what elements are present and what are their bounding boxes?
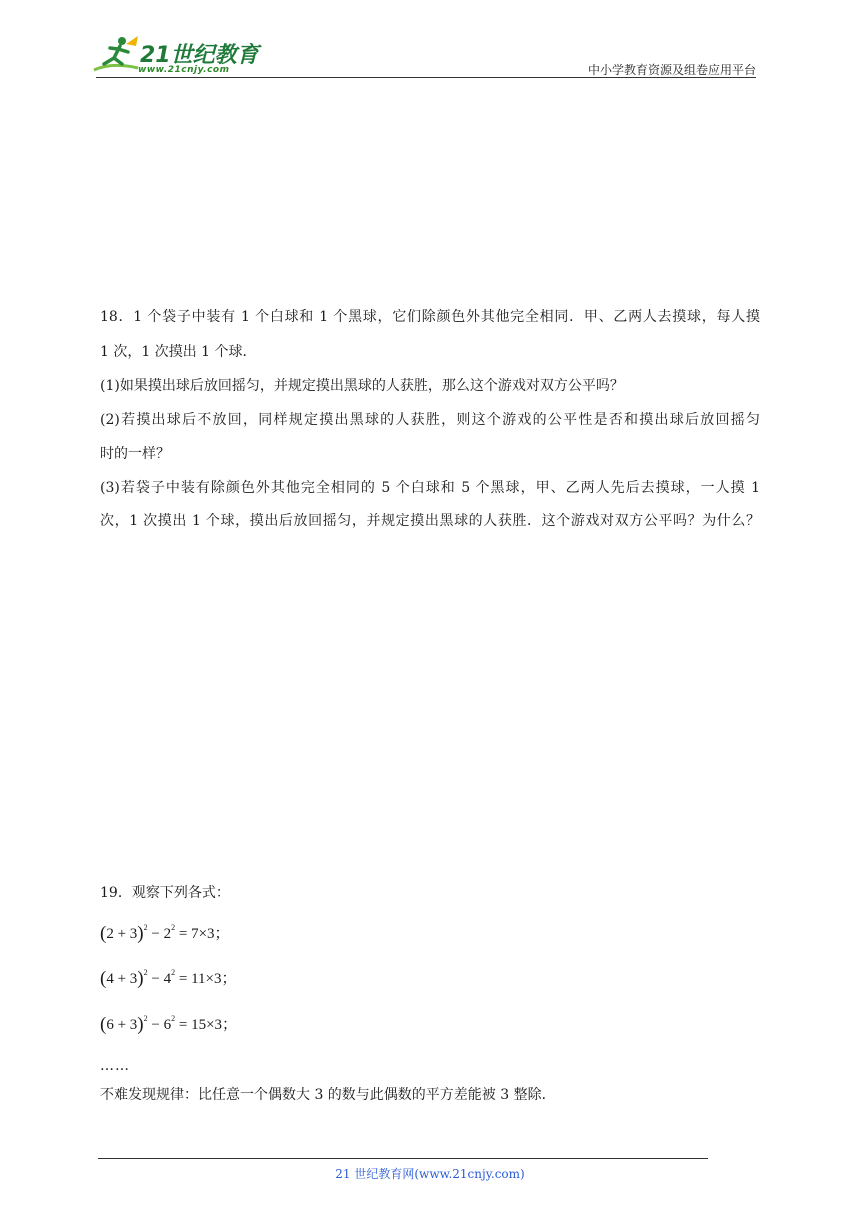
formula-3: $(6 + 3)^2 - 6^2 = 15\times 3$； (100, 1014, 238, 1035)
formula-2: $(4 + 3)^2 - 4^2 = 11\times 3$； (100, 968, 237, 989)
header-divider (96, 77, 756, 78)
q19-conclusion: 不难发现规律：比任意一个偶数大 3 的数与此偶数的平方差能被 3 整除． (100, 1087, 556, 1103)
q18-part3-line1: (3)若袋子中装有除颜色外其他完全相同的 5 个白球和 5 个黑球，甲、乙两人先后去摸球，一人摸 1 (100, 480, 760, 496)
q18-stem-line2: 1 次，1 次摸出 1 个球． (100, 344, 257, 360)
q18-stem-line1: 18．1 个袋子中装有 1 个白球和 1 个黑球，它们除颜色外其他完全相同．甲、乙两人去摸球，每人摸 (100, 309, 760, 325)
logo-wordmark: 21世纪教育 (140, 43, 259, 68)
q18-part3-line2: 次，1 次摸出 1 个球，摸出后放回摇匀，并规定摸出黑球的人获胜．这个游戏对双方公平吗？为什么？ (100, 513, 760, 529)
header-slogan: 中小学教育资源及组卷应用平台 (587, 63, 756, 77)
q18-part1: (1)如果摸出球后放回摇匀，并规定摸出黑球的人获胜，那么这个游戏对双方公平吗？ (100, 378, 624, 394)
footer-link[interactable]: 21 世纪教育网(www.21cnjy.com) (335, 1167, 525, 1181)
formula-1: $(2 + 3)^2 - 2^2 = 7\times 3$； (100, 923, 230, 944)
ellipsis: …… (100, 1058, 130, 1074)
runner-logo-icon (92, 34, 142, 78)
q19-intro: 19．观察下列各式： (100, 885, 230, 901)
footer-divider (98, 1158, 708, 1159)
q18-part2-line2: 时的一样？ (100, 446, 170, 462)
site-logo[interactable] (92, 34, 262, 80)
logo-url: www.21cnjy.com (138, 65, 230, 75)
q18-part2-line1: (2)若摸出球后不放回，同样规定摸出黑球的人获胜，则这个游戏的公平性是否和摸出球后放回摇匀 (100, 412, 760, 428)
